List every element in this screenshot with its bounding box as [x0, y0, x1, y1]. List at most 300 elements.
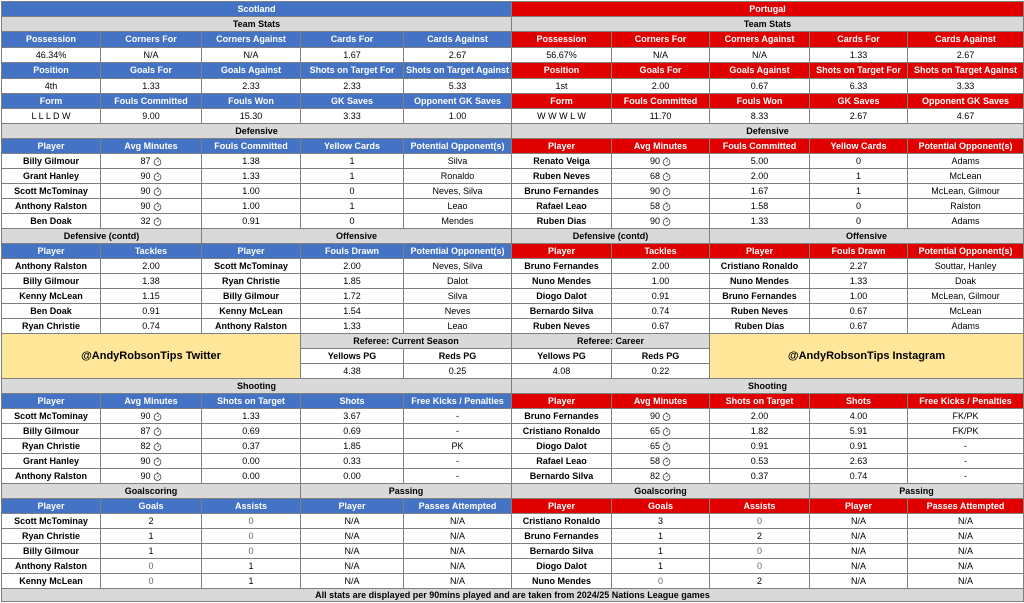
portugal-passing-cell-text: N/A: [850, 575, 866, 586]
portugal-goalscoring-cell-text: Cristiano Ronaldo: [522, 515, 601, 526]
scotland-offensive-header: [300, 243, 404, 259]
scotland-tackles-cell-text: 1.15: [142, 290, 160, 301]
scotland-stat-header: [100, 31, 202, 48]
stopwatch-icon: [662, 457, 671, 466]
portugal-goalscoring-title-text: Goalscoring: [634, 485, 687, 496]
portugal-team-title: [511, 1, 1024, 17]
scotland-offensive-header-text: Potential Opponent(s): [410, 245, 505, 256]
scotland-passing-cell-text: N/A: [449, 560, 465, 571]
scotland-defensive-header: [100, 138, 202, 154]
scotland-defensive-header-text: Yellow Cards: [323, 140, 381, 151]
scotland-passing-cell-text: N/A: [449, 545, 465, 556]
portugal-goalscoring-cell: [709, 573, 810, 589]
portugal-stat-header-text: Fouls Won: [736, 95, 783, 106]
portugal-stat-header: [709, 31, 810, 48]
portugal-stat-value-text: 11.70: [649, 110, 672, 121]
portugal-defensive-value-text: McLean: [949, 170, 982, 181]
scotland-defensive-value: [300, 198, 404, 214]
stopwatch-icon: [153, 172, 162, 181]
stopwatch-icon: [662, 442, 671, 451]
scotland-defensive-value: [201, 168, 301, 184]
portugal-shooting-cell-text: 0.91: [849, 440, 868, 451]
portugal-shooting-cell-text: FK/PK: [952, 425, 979, 436]
scotland-stat-value-text: 1.00: [448, 110, 467, 121]
scotland-passing-cell-text: N/A: [449, 530, 465, 541]
scotland-stat-value-text: L L L D W: [31, 110, 71, 121]
portugal-defensive-value-text: Ralston: [950, 200, 981, 211]
portugal-offensive-header-text: Player: [745, 245, 774, 256]
portugal-passing-cell: [809, 543, 908, 559]
scotland-stat-value-text: 46.34%: [35, 49, 67, 60]
scotland-shooting-cell-text: Anthony Ralston: [15, 470, 87, 481]
scotland-goalscoring-header: [201, 498, 301, 514]
twitter-promo: [1, 333, 301, 379]
portugal-defensive-value: [907, 183, 1024, 199]
portugal-defensive-title-text: Defensive: [746, 125, 789, 136]
scotland-shooting-cell-text: PK: [451, 440, 464, 451]
scotland-passing-title-text: Passing: [388, 485, 424, 496]
scotland-shooting-header: [403, 393, 512, 409]
scotland-shooting-cell-text: -: [456, 455, 459, 466]
scotland-offensive-cell-text: Kenny McLean: [219, 305, 283, 316]
portugal-goalscoring-header-text: Player: [547, 500, 576, 511]
scotland-defensive-player: [1, 198, 101, 214]
scotland-offensive-cell-text: Billy Gilmour: [222, 290, 279, 301]
portugal-offensive-cell: [809, 303, 908, 319]
portugal-offensive-cell-text: 1.33: [849, 275, 868, 286]
scotland-stat-header: [201, 62, 301, 79]
stopwatch-icon: [153, 472, 162, 481]
scotland-defensive-value-text: 90: [140, 170, 151, 181]
portugal-defensive-value-text: Adams: [951, 155, 980, 166]
scotland-shooting-cell-text: -: [456, 410, 459, 421]
scotland-goalscoring-header: [100, 498, 202, 514]
scotland-defensive-value: [300, 153, 404, 169]
scotland-defensive-header: [201, 138, 301, 154]
scotland-tackles-cell: [1, 288, 101, 304]
scotland-shooting-cell: [1, 468, 101, 484]
scotland-shooting-cell: [201, 438, 301, 454]
portugal-offensive-cell-text: Souttar, Hanley: [934, 260, 997, 271]
portugal-tackles-cell-text: 0.74: [651, 305, 670, 316]
portugal-tackles-cell-text: 1.00: [651, 275, 670, 286]
portugal-stat-value: [709, 108, 810, 124]
portugal-defensive-value: [907, 213, 1024, 229]
portugal-offensive-cell: [809, 258, 908, 274]
scotland-stat-value: [403, 78, 512, 94]
scotland-shooting-cell-text: -: [456, 425, 459, 436]
scotland-offensive-cell-text: Ryan Christie: [221, 275, 281, 286]
instagram-promo: [709, 333, 1024, 379]
portugal-team-stats-title-text: Team Stats: [743, 18, 792, 29]
portugal-goalscoring-cell: [709, 558, 810, 574]
scotland-tackles-header: [1, 243, 101, 259]
portugal-tackles-cell: [511, 288, 612, 304]
scotland-offensive-cell: [403, 273, 512, 289]
portugal-shooting-cell: [907, 468, 1024, 484]
portugal-defensive-contd-title-text: Defensive (contd): [572, 230, 649, 241]
scotland-goalscoring-title: [1, 483, 301, 499]
scotland-goalscoring-cell-text: Billy Gilmour: [22, 545, 79, 556]
scotland-offensive-cell: [201, 303, 301, 319]
scotland-shooting-cell: [100, 468, 202, 484]
portugal-defensive-value-text: 90: [649, 215, 660, 226]
portugal-stat-header: [809, 93, 908, 109]
scotland-shooting-cell-text: 0.00: [343, 470, 361, 481]
scotland-shooting-header: [100, 393, 202, 409]
portugal-stat-header-text: Shots on Target Against: [913, 65, 1017, 75]
scotland-stat-header-text: Corners For: [125, 34, 177, 44]
scotland-shooting-cell: [300, 438, 404, 454]
scotland-tackles-cell: [100, 258, 202, 274]
scotland-defensive-header-text: Fouls Committed: [214, 140, 288, 151]
portugal-shooting-cell-text: 2.63: [849, 455, 868, 466]
portugal-stat-value: [511, 78, 612, 94]
scotland-shooting-cell: [403, 438, 512, 454]
scotland-shooting-header-text: Avg Minutes: [124, 395, 178, 406]
scotland-stat-value: [300, 78, 404, 94]
portugal-goalscoring-cell: [611, 573, 710, 589]
portugal-defensive-header: [511, 138, 612, 154]
portugal-defensive-player-text: Renato Veiga: [533, 155, 590, 166]
scotland-offensive-title-text: Offensive: [335, 230, 377, 241]
portugal-tackles-header-text: Player: [547, 245, 576, 256]
scotland-offensive-cell: [300, 303, 404, 319]
portugal-stat-value: [709, 47, 810, 63]
scotland-stat-header-text: Possession: [25, 34, 77, 44]
portugal-offensive-cell: [907, 258, 1024, 274]
scotland-goalscoring-cell-text: Anthony Ralston: [15, 560, 87, 571]
portugal-offensive-cell-text: Nuno Mendes: [729, 275, 789, 286]
scotland-defensive-value: [100, 168, 202, 184]
scotland-goalscoring-cell: [201, 558, 301, 574]
scotland-defensive-header: [1, 138, 101, 154]
scotland-tackles-cell: [100, 288, 202, 304]
scotland-defensive-value-text: 0: [349, 215, 355, 226]
portugal-defensive-value-text: McLean, Gilmour: [931, 185, 1000, 196]
scotland-tackles-cell: [100, 273, 202, 289]
portugal-shooting-cell: [709, 408, 810, 424]
portugal-stat-header-text: Goals Against: [729, 65, 790, 75]
scotland-defensive-value-text: 0.91: [242, 215, 260, 226]
portugal-passing-header-text: Passes Attempted: [926, 500, 1005, 511]
scotland-tackles-cell-text: Billy Gilmour: [22, 275, 79, 286]
portugal-tackles-cell: [611, 288, 710, 304]
scotland-goalscoring-cell: [1, 513, 101, 529]
scotland-offensive-cell: [300, 318, 404, 334]
scotland-defensive-player-text: Scott McTominay: [14, 185, 88, 196]
portugal-offensive-cell-text: Ruben Neves: [730, 305, 789, 316]
scotland-shooting-cell-text: 1.85: [343, 440, 361, 451]
scotland-offensive-cell-text: 1.33: [343, 320, 361, 331]
stopwatch-icon: [662, 157, 671, 166]
portugal-defensive-value: [709, 183, 810, 199]
scotland-defensive-value: [300, 168, 404, 184]
portugal-shooting-cell-text: 4.00: [849, 410, 868, 421]
portugal-stat-header: [511, 62, 612, 79]
scotland-stat-header: [201, 31, 301, 48]
portugal-stat-header-text: Position: [543, 65, 580, 75]
scotland-stat-header-text: Position: [33, 65, 69, 75]
portugal-stat-value: [809, 47, 908, 63]
scotland-offensive-cell: [201, 258, 301, 274]
portugal-offensive-title-text: Offensive: [845, 230, 887, 241]
scotland-shooting-cell: [300, 408, 404, 424]
portugal-defensive-value: [709, 198, 810, 214]
scotland-goalscoring-cell: [100, 543, 202, 559]
portugal-stat-header-text: Goals For: [639, 65, 682, 75]
portugal-tackles-header-text: Tackles: [644, 245, 677, 256]
scotland-offensive-cell-text: 1.85: [343, 275, 361, 286]
portugal-passing-cell: [809, 558, 908, 574]
stopwatch-icon: [153, 457, 162, 466]
portugal-offensive-cell-text: McLean: [949, 305, 982, 316]
scotland-stat-value: [201, 108, 301, 124]
portugal-shooting-header: [611, 393, 710, 409]
stopwatch-icon: [153, 217, 162, 226]
portugal-goalscoring-cell-text: 0: [756, 515, 762, 526]
scotland-offensive-cell-text: 1.72: [343, 290, 361, 301]
portugal-goalscoring-cell: [611, 558, 710, 574]
scotland-defensive-value-text: Leao: [447, 200, 468, 211]
scotland-stat-header-text: Goals Against: [220, 65, 282, 75]
scotland-stat-header: [100, 62, 202, 79]
scotland-offensive-cell-text: Anthony Ralston: [215, 320, 287, 331]
portugal-stat-value: [611, 47, 710, 63]
stopwatch-icon: [153, 442, 162, 451]
portugal-stat-value-text: 3.33: [956, 80, 975, 91]
portugal-shooting-cell: [709, 423, 810, 439]
stopwatch-icon: [662, 427, 671, 436]
scotland-shooting-cell: [1, 423, 101, 439]
portugal-passing-cell: [809, 528, 908, 544]
portugal-tackles-cell: [611, 273, 710, 289]
scotland-stat-value: [300, 47, 404, 63]
portugal-offensive-cell-text: Cristiano Ronaldo: [720, 260, 799, 271]
portugal-stat-header-text: Cards Against: [935, 34, 996, 44]
referee-career-value: [611, 363, 710, 379]
scotland-goalscoring-cell-text: 0: [148, 575, 154, 586]
portugal-shooting-cell-text: -: [964, 470, 967, 481]
portugal-shooting-header: [511, 393, 612, 409]
scotland-stat-header: [403, 62, 512, 79]
scotland-passing-header-text: Passes Attempted: [418, 500, 497, 511]
scotland-offensive-cell: [300, 288, 404, 304]
scotland-stat-header-text: Shots on Target Against: [405, 65, 509, 75]
stats-sheet: [1, 1, 1023, 601]
scotland-shooting-cell-text: -: [456, 470, 459, 481]
scotland-shooting-cell: [201, 408, 301, 424]
scotland-passing-cell: [300, 543, 404, 559]
portugal-goalscoring-cell-text: Bernardo Silva: [529, 545, 594, 556]
referee-career-header: [511, 348, 612, 364]
scotland-stat-header-text: Cards Against: [427, 34, 488, 44]
scotland-stat-value: [1, 78, 101, 94]
scotland-shooting-cell-text: 0.37: [242, 440, 260, 451]
portugal-goalscoring-cell: [511, 513, 612, 529]
portugal-shooting-cell: [611, 438, 710, 454]
scotland-shooting-cell: [1, 453, 101, 469]
scotland-passing-cell-text: N/A: [344, 515, 360, 526]
portugal-tackles-cell: [511, 258, 612, 274]
scotland-shooting-cell-text: Billy Gilmour: [22, 425, 79, 436]
scotland-passing-cell: [403, 528, 512, 544]
scotland-defensive-value-text: 90: [140, 200, 151, 211]
scotland-defensive-value-text: 0: [349, 185, 355, 196]
scotland-goalscoring-cell: [100, 528, 202, 544]
portugal-shooting-cell: [907, 408, 1024, 424]
portugal-goalscoring-cell-text: 1: [657, 545, 663, 556]
scotland-defensive-value-text: Silva: [447, 155, 468, 166]
portugal-stat-header: [511, 93, 612, 109]
scotland-defensive-value: [300, 183, 404, 199]
portugal-goalscoring-title: [511, 483, 810, 499]
scotland-defensive-value: [100, 213, 202, 229]
scotland-shooting-cell-text: 82: [140, 440, 151, 451]
portugal-offensive-cell: [907, 303, 1024, 319]
portugal-shooting-cell-text: 65: [649, 440, 660, 451]
scotland-defensive-header-text: Avg Minutes: [124, 140, 178, 151]
portugal-goalscoring-cell-text: 0: [756, 545, 762, 556]
scotland-defensive-value: [100, 183, 202, 199]
portugal-defensive-value-text: 68: [649, 170, 660, 181]
scotland-offensive-cell-text: 2.00: [343, 260, 361, 271]
portugal-goalscoring-header: [511, 498, 612, 514]
portugal-shooting-header-text: Player: [547, 395, 576, 406]
referee-current-value-text: 4.38: [343, 365, 361, 376]
referee-current-header: [403, 348, 512, 364]
portugal-stat-header-text: Form: [550, 95, 573, 106]
scotland-offensive-cell-text: Dalot: [446, 275, 468, 286]
scotland-offensive-cell-text: Silva: [447, 290, 468, 301]
scotland-goalscoring-cell: [201, 573, 301, 589]
portugal-tackles-cell-text: Ruben Neves: [532, 320, 591, 331]
referee-career-value-text: 0.22: [651, 365, 670, 376]
portugal-defensive-value-text: 5.00: [750, 155, 769, 166]
portugal-tackles-cell-text: 0.67: [651, 320, 670, 331]
scotland-goalscoring-header-text: Assists: [234, 500, 268, 511]
scotland-goalscoring-cell-text: 1: [148, 545, 154, 556]
scotland-goalscoring-cell-text: Kenny McLean: [19, 575, 83, 586]
scotland-shooting-header: [300, 393, 404, 409]
scotland-defensive-value-text: 32: [140, 215, 151, 226]
portugal-goalscoring-cell-text: 1: [657, 530, 663, 541]
portugal-defensive-value-text: Adams: [951, 215, 980, 226]
portugal-defensive-header-text: Potential Opponent(s): [918, 140, 1013, 151]
scotland-passing-cell: [403, 543, 512, 559]
portugal-defensive-header-text: Avg Minutes: [633, 140, 688, 151]
scotland-offensive-header: [201, 243, 301, 259]
referee-current-header-text: Yellows PG: [327, 350, 377, 361]
portugal-shooting-cell-text: FK/PK: [952, 410, 979, 421]
referee-current-title: [300, 333, 512, 349]
portugal-offensive-cell: [907, 273, 1024, 289]
portugal-goalscoring-cell: [511, 528, 612, 544]
scotland-defensive-value: [100, 198, 202, 214]
portugal-defensive-player: [511, 213, 612, 229]
portugal-tackles-cell: [511, 273, 612, 289]
portugal-offensive-header: [809, 243, 908, 259]
stopwatch-icon: [662, 187, 671, 196]
portugal-defensive-value: [611, 198, 710, 214]
referee-career-header: [611, 348, 710, 364]
portugal-defensive-value-text: 0: [855, 155, 861, 166]
portugal-stat-value-text: 1st: [555, 80, 568, 91]
portugal-shooting-cell: [809, 468, 908, 484]
scotland-stat-header: [1, 31, 101, 48]
portugal-stat-header: [809, 62, 908, 79]
scotland-passing-title: [300, 483, 512, 499]
portugal-goalscoring-cell: [611, 528, 710, 544]
portugal-shooting-cell-text: Rafael Leao: [536, 455, 587, 466]
scotland-defensive-value: [403, 168, 512, 184]
scotland-offensive-cell: [403, 303, 512, 319]
portugal-stat-value-text: 0.67: [750, 80, 769, 91]
scotland-defensive-value-text: Mendes: [441, 215, 474, 226]
scotland-goalscoring-cell: [100, 573, 202, 589]
portugal-goalscoring-cell: [511, 558, 612, 574]
scotland-shooting-cell: [1, 438, 101, 454]
portugal-goalscoring-header: [709, 498, 810, 514]
portugal-shooting-cell-text: 0.37: [750, 470, 769, 481]
scotland-defensive-value: [100, 153, 202, 169]
portugal-stat-header: [809, 31, 908, 48]
portugal-stat-value: [907, 108, 1024, 124]
footer-note-text: All stats are displayed per 90mins played and are taken from 2024/25 Nations League games: [315, 589, 710, 600]
scotland-stat-value-text: N/A: [143, 49, 159, 60]
scotland-stat-value-text: 2.33: [343, 80, 361, 91]
scotland-stat-value-text: 4th: [44, 80, 58, 91]
portugal-shooting-cell: [611, 453, 710, 469]
scotland-stat-value-text: 9.00: [142, 110, 160, 121]
portugal-tackles-cell-text: Diogo Dalot: [536, 290, 587, 301]
portugal-shooting-cell: [511, 408, 612, 424]
portugal-shooting-cell-text: 0.53: [750, 455, 769, 466]
portugal-shooting-cell: [511, 438, 612, 454]
portugal-defensive-player-text: Bruno Fernandes: [524, 185, 599, 196]
scotland-shooting-cell-text: 0.33: [343, 455, 361, 466]
portugal-stat-value: [611, 78, 710, 94]
portugal-goalscoring-header-text: Assists: [743, 500, 776, 511]
scotland-defensive-player: [1, 153, 101, 169]
scotland-offensive-cell: [403, 318, 512, 334]
scotland-defensive-value: [403, 213, 512, 229]
scotland-stat-value: [1, 47, 101, 63]
referee-current-header: [300, 348, 404, 364]
portugal-shooting-cell-text: Bernardo Silva: [529, 470, 594, 481]
portugal-stat-value: [907, 47, 1024, 63]
portugal-goalscoring-cell-text: 3: [657, 515, 663, 526]
scotland-stat-value: [100, 78, 202, 94]
scotland-shooting-cell: [403, 453, 512, 469]
portugal-shooting-cell-text: -: [964, 455, 967, 466]
scotland-goalscoring-header: [1, 498, 101, 514]
scotland-goalscoring-cell-text: 1: [148, 530, 154, 541]
portugal-defensive-player-text: Ruben Neves: [532, 170, 591, 181]
portugal-shooting-cell: [809, 438, 908, 454]
portugal-tackles-cell: [511, 303, 612, 319]
scotland-stat-header-text: GK Saves: [330, 95, 374, 106]
scotland-shooting-header-text: Shots on Target: [217, 395, 285, 406]
portugal-defensive-value: [907, 198, 1024, 214]
portugal-defensive-value: [611, 183, 710, 199]
scotland-stat-header: [403, 31, 512, 48]
scotland-stat-value: [300, 108, 404, 124]
scotland-shooting-cell: [201, 468, 301, 484]
portugal-stat-header: [907, 31, 1024, 48]
portugal-defensive-value: [611, 213, 710, 229]
scotland-defensive-value-text: 1.38: [242, 155, 260, 166]
